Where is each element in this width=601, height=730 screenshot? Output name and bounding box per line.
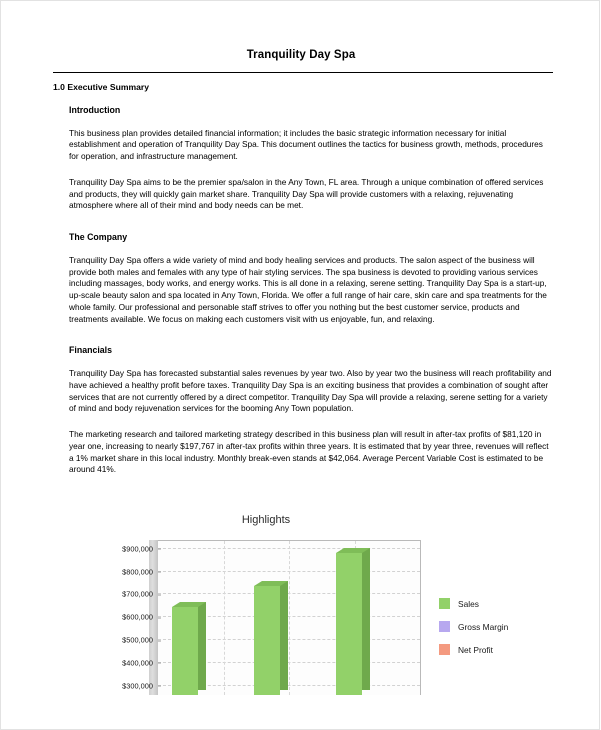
paragraph-financials-2: The marketing research and tailored marketing strategy described in this business plan will result in after-tax profits of $81,120 in year one, increasing to nearly $197,767 in after-tax profits within three years. It is estimated that by year three, revenues will reflect a 1% market share in this local industry. Monthly break-even stands at $42,064. Average Percent Variable Cost is estimated to be around 41%.: [69, 429, 549, 475]
y-axis-tick-label: $400,000: [122, 658, 158, 667]
vertical-gridline: [289, 541, 290, 695]
y-axis-tick-label: $700,000: [122, 590, 158, 599]
y-axis-tick-label: $500,000: [122, 636, 158, 645]
legend-swatch-icon: [439, 644, 450, 655]
vertical-gridline: [224, 541, 225, 695]
heading-introduction: Introduction: [69, 105, 121, 115]
legend-swatch-icon: [439, 621, 450, 632]
y-axis-tick-label: $600,000: [122, 613, 158, 622]
y-axis-tick-label: $300,000: [122, 681, 158, 690]
chart-bar-sales: [172, 607, 198, 695]
legend-label: Net Profit: [458, 644, 493, 655]
page-title: Tranquility Day Spa: [246, 49, 356, 61]
legend-label: Gross Margin: [458, 621, 509, 632]
title-divider: [53, 72, 553, 73]
chart-plot-face: [122, 540, 421, 695]
y-axis-tick-label: $800,000: [122, 567, 158, 576]
chart-bar-sales: [254, 586, 280, 695]
heading-the-company: The Company: [69, 232, 128, 243]
paragraph-financials-1: Tranquility Day Spa has forecasted substantial sales revenues by year two. Also by year two the business will reach profitability and have achieved a healthy profit before taxes. Tranquility Day Spa is an exciting business that provides a combination of sought after services that are not currently offered by a direct competitor. Tranquility Day Spa will provide a relaxing, serene setting for a variety of mind and body rejuvenation services for the booming Any Town population.: [69, 368, 552, 414]
section-number: 1.0 Executive Summary: [53, 82, 150, 92]
highlights-chart: [101, 514, 541, 691]
document-body: [69, 105, 554, 490]
legend-item: [439, 644, 539, 655]
paragraph-intro-1: This business plan provides detailed financial information; it includes the basic strategic information necessary for initial establishment and operation of Tranquility Day Spa. This document outlines the tactics for business growth, methods, procedures for operation, and infrastructure management.: [69, 127, 543, 162]
y-axis-tick-label: $900,000: [122, 544, 158, 553]
heading-financials: Financials: [69, 345, 113, 356]
legend-swatch-icon: [439, 598, 450, 609]
paragraph-intro-2: Tranquility Day Spa aims to be the premier spa/salon in the Any Town, FL area. Through a unique combination of offered services and products, they will quickly gain market share. Tranquility Day Spa will provide customers with a relaxing, rejuvenating atmosphere where all of their mind and body needs can be met.: [69, 176, 544, 211]
legend-item: [439, 621, 539, 632]
legend-item: [439, 598, 539, 609]
chart-legend: [439, 598, 539, 667]
chart-bar-sales: [336, 553, 362, 695]
legend-label: Sales: [458, 598, 479, 609]
paragraph-company-1: Tranquility Day Spa offers a wide variety of mind and body healing services and products. The salon aspect of the business will provide both males and females with any type of hair styling services. The spa business is devoted to providing various services including massages, body works, and energy works. This is all done in a relaxing, serene setting. Tranquility Day Spa is a start-up, up-scale beauty salon and spa located in Any Town, Florida. We offer a full range of hair care, skin care and spa treatments for the whole family. Our professional and personable staff strives to offer you nothing but the best customer service, products and treatments available. We focus on making each customers visit with us enjoyable, fun, and relaxing.: [69, 254, 547, 324]
chart-plot-area: [122, 540, 421, 695]
chart-title: Highlights: [241, 514, 291, 526]
